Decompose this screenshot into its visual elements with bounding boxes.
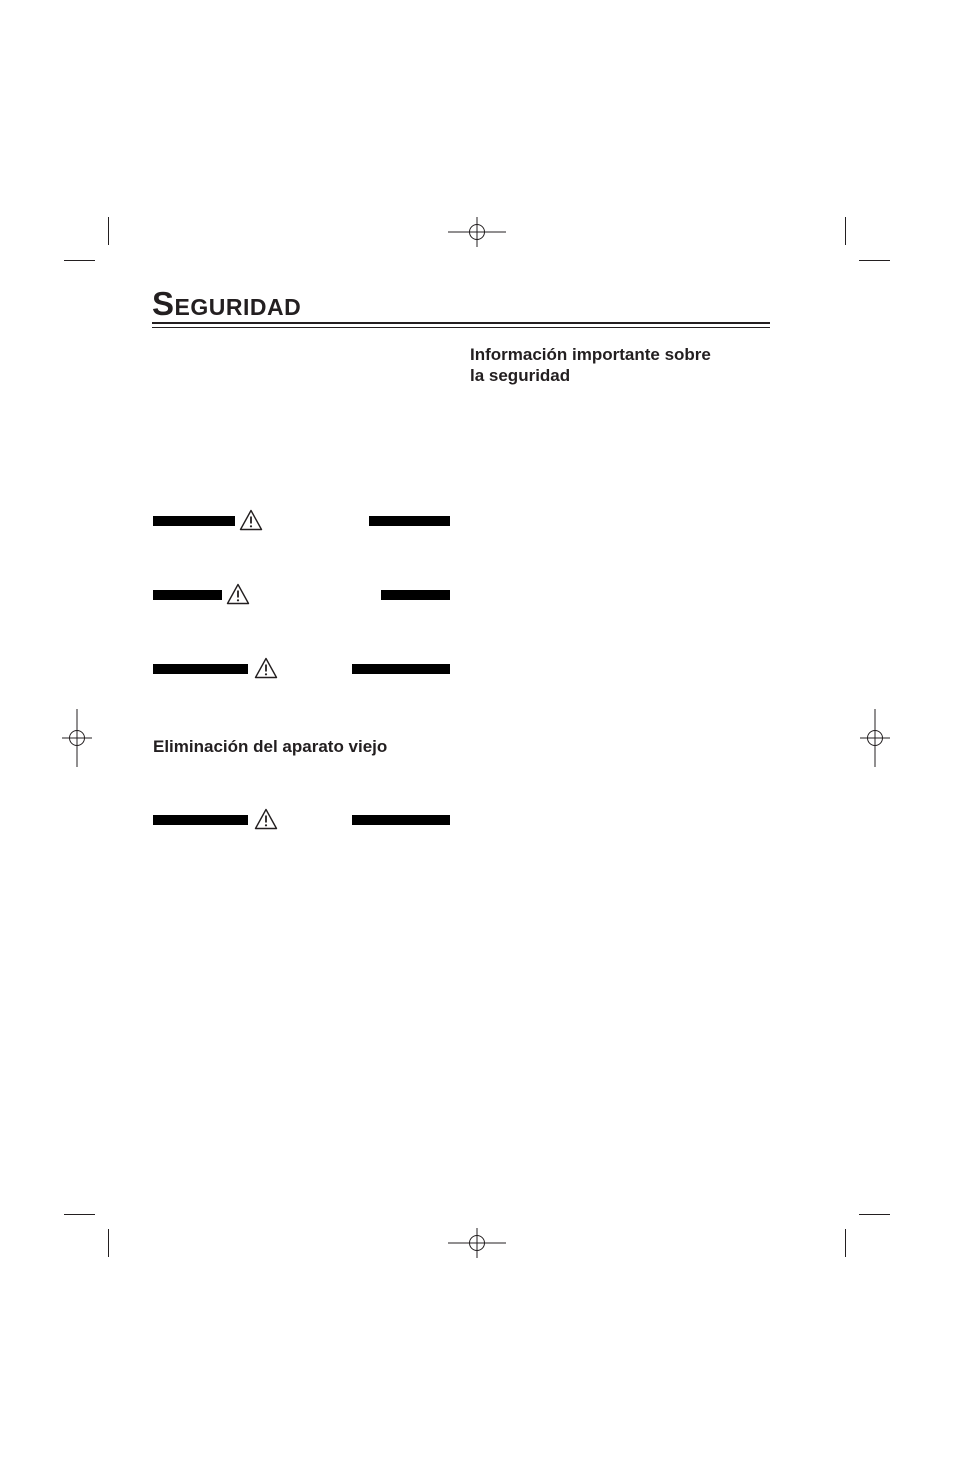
warning-bar-left (153, 815, 248, 825)
crop-mark-bottom-right-vertical (845, 1229, 846, 1257)
title-rule (152, 322, 770, 324)
warning-bar-right (381, 590, 450, 600)
warning-bar-right (369, 516, 450, 526)
title-rule-thin (152, 327, 770, 328)
warning-triangle-icon (239, 509, 263, 531)
registration-mark-icon (48, 709, 106, 767)
crop-mark-top-left-horizontal (64, 260, 95, 261)
crop-mark-bottom-left-horizontal (64, 1214, 95, 1215)
crop-mark-top-left-vertical (108, 217, 109, 245)
warning-bar-right (352, 664, 450, 674)
crop-mark-top-right-vertical (845, 217, 846, 245)
warning-triangle-icon (226, 583, 250, 605)
disposal-heading: Eliminación del aparato viejo (153, 737, 388, 756)
safety-info-heading (470, 344, 711, 386)
warning-triangle-icon (254, 657, 278, 679)
warning-bar-left (153, 664, 248, 674)
warning-triangle-icon (254, 808, 278, 830)
safety-info-heading-line1: Información importante sobre (470, 345, 711, 364)
warning-bar-right (352, 815, 450, 825)
crop-mark-bottom-left-vertical (108, 1229, 109, 1257)
page-title: Seguridad (152, 285, 302, 322)
registration-mark-icon (846, 709, 904, 767)
warning-bar-left (153, 590, 222, 600)
crop-mark-bottom-right-horizontal (859, 1214, 890, 1215)
warning-bar-left (153, 516, 235, 526)
safety-info-heading-line2: la seguridad (470, 366, 571, 385)
registration-mark-icon (448, 1214, 506, 1272)
registration-mark-icon (448, 203, 506, 261)
crop-mark-top-right-horizontal (859, 260, 890, 261)
